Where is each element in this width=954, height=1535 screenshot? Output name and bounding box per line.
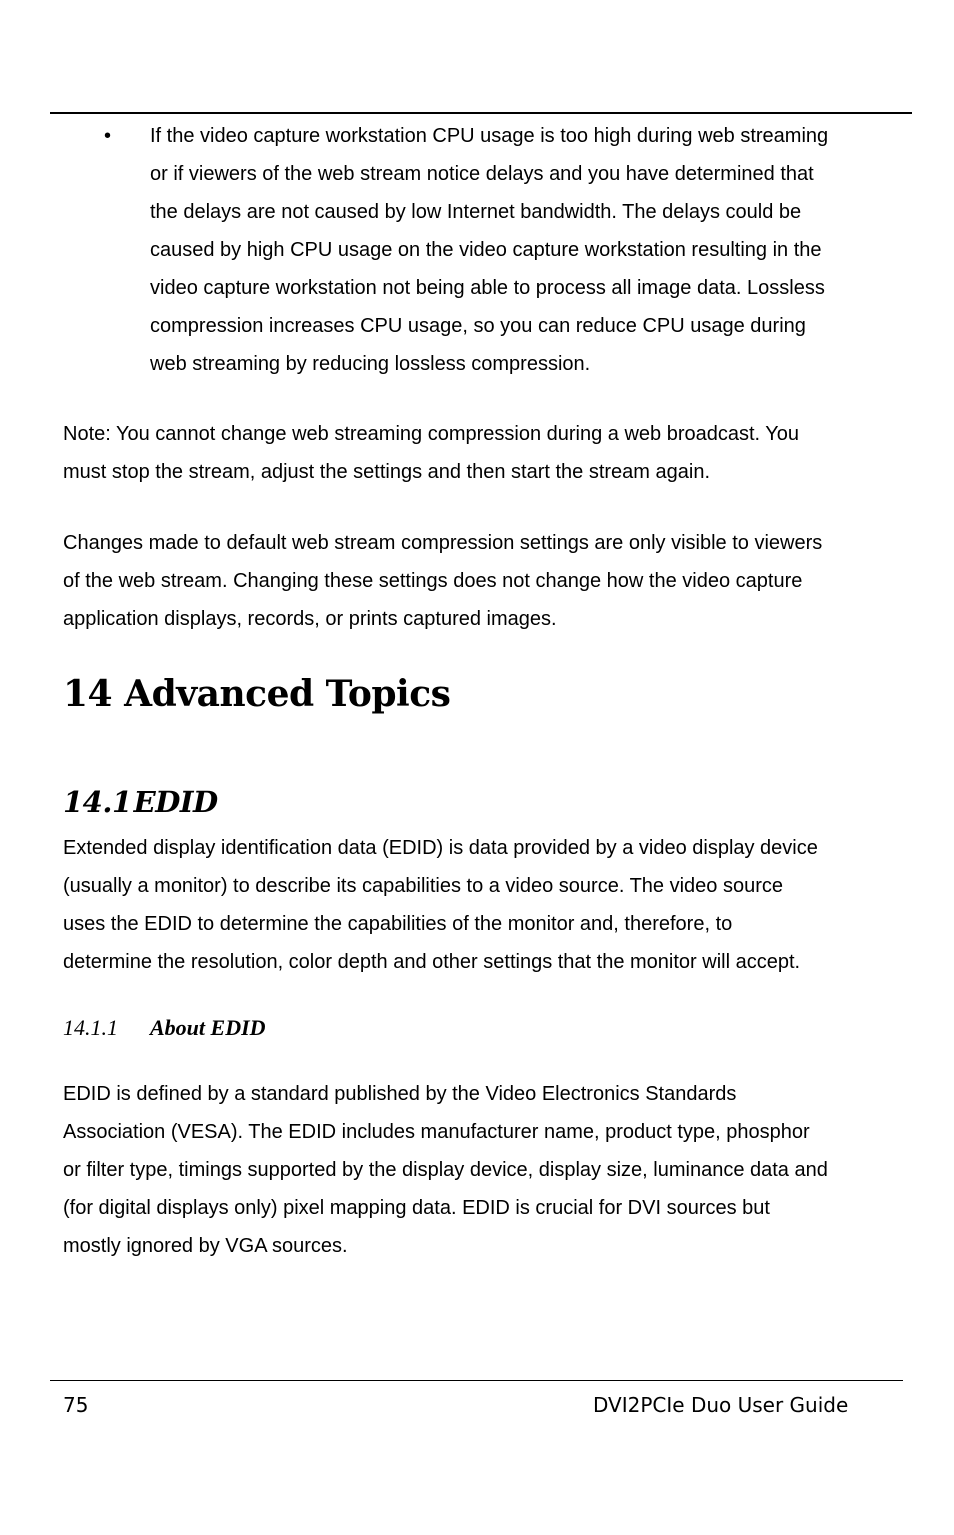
text-line: (usually a monitor) to describe its capabilities to a video source. The video source: [63, 875, 783, 897]
changes-paragraph: [63, 524, 898, 638]
edid-paragraph: [63, 829, 898, 981]
text-line: mostly ignored by VGA sources.: [63, 1235, 348, 1257]
note-paragraph: [63, 415, 898, 491]
footer-rule: [50, 1380, 903, 1381]
bullet-marker: •: [104, 125, 112, 147]
text-line: compression increases CPU usage, so you can reduce CPU usage during: [150, 315, 806, 337]
text-line: Association (VESA). The EDID includes manufacturer name, product type, phosphor: [63, 1121, 810, 1143]
chapter-heading: 14 Advanced Topics: [63, 673, 451, 715]
text-line: (for digital displays only) pixel mapping data. EDID is crucial for DVI sources but: [63, 1197, 770, 1219]
section-number: 14.1: [63, 785, 132, 819]
text-line: caused by high CPU usage on the video capture workstation resulting in the: [150, 239, 822, 261]
text-line: If the video capture workstation CPU usage is too high during web streaming: [150, 125, 829, 147]
text-line: Changes made to default web stream compression settings are only visible to viewers: [63, 532, 823, 554]
subsection-title: About EDID: [150, 1015, 266, 1040]
guide-title: DVI2PCIe Duo User Guide: [593, 1393, 849, 1417]
text-line: EDID is defined by a standard published by the Video Electronics Standards: [63, 1083, 737, 1105]
text-line: determine the resolution, color depth and other settings that the monitor will accept.: [63, 951, 801, 973]
text-line: Extended display identification data (EDID) is data provided by a video display device: [63, 837, 818, 859]
text-line: or filter type, timings supported by the display device, display size, luminance data and: [63, 1159, 828, 1181]
text-line: video capture workstation not being able to process all image data. Lossless: [150, 277, 825, 299]
section-title: EDID: [133, 785, 218, 819]
page-number: 75: [63, 1393, 89, 1417]
text-line: must stop the stream, adjust the settings and then start the stream again.: [63, 461, 711, 483]
subsection-number: 14.1.1: [63, 1015, 118, 1040]
about-edid-paragraph: [63, 1075, 898, 1265]
bullet-paragraph: [150, 117, 895, 383]
text-line: the delays are not caused by low Internet bandwidth. The delays could be: [150, 201, 802, 223]
subsection-heading: [63, 1012, 266, 1044]
text-line: web streaming by reducing lossless compression.: [150, 353, 591, 375]
text-line: of the web stream. Changing these settings does not change how the video capture: [63, 570, 803, 592]
section-heading: [63, 780, 218, 824]
text-line: or if viewers of the web stream notice delays and you have determined that: [150, 163, 814, 185]
text-line: uses the EDID to determine the capabilities of the monitor and, therefore, to: [63, 913, 733, 935]
text-line: Note: You cannot change web streaming compression during a web broadcast. You: [63, 423, 800, 445]
text-line: application displays, records, or prints captured images.: [63, 608, 557, 630]
header-rule: [50, 112, 912, 114]
